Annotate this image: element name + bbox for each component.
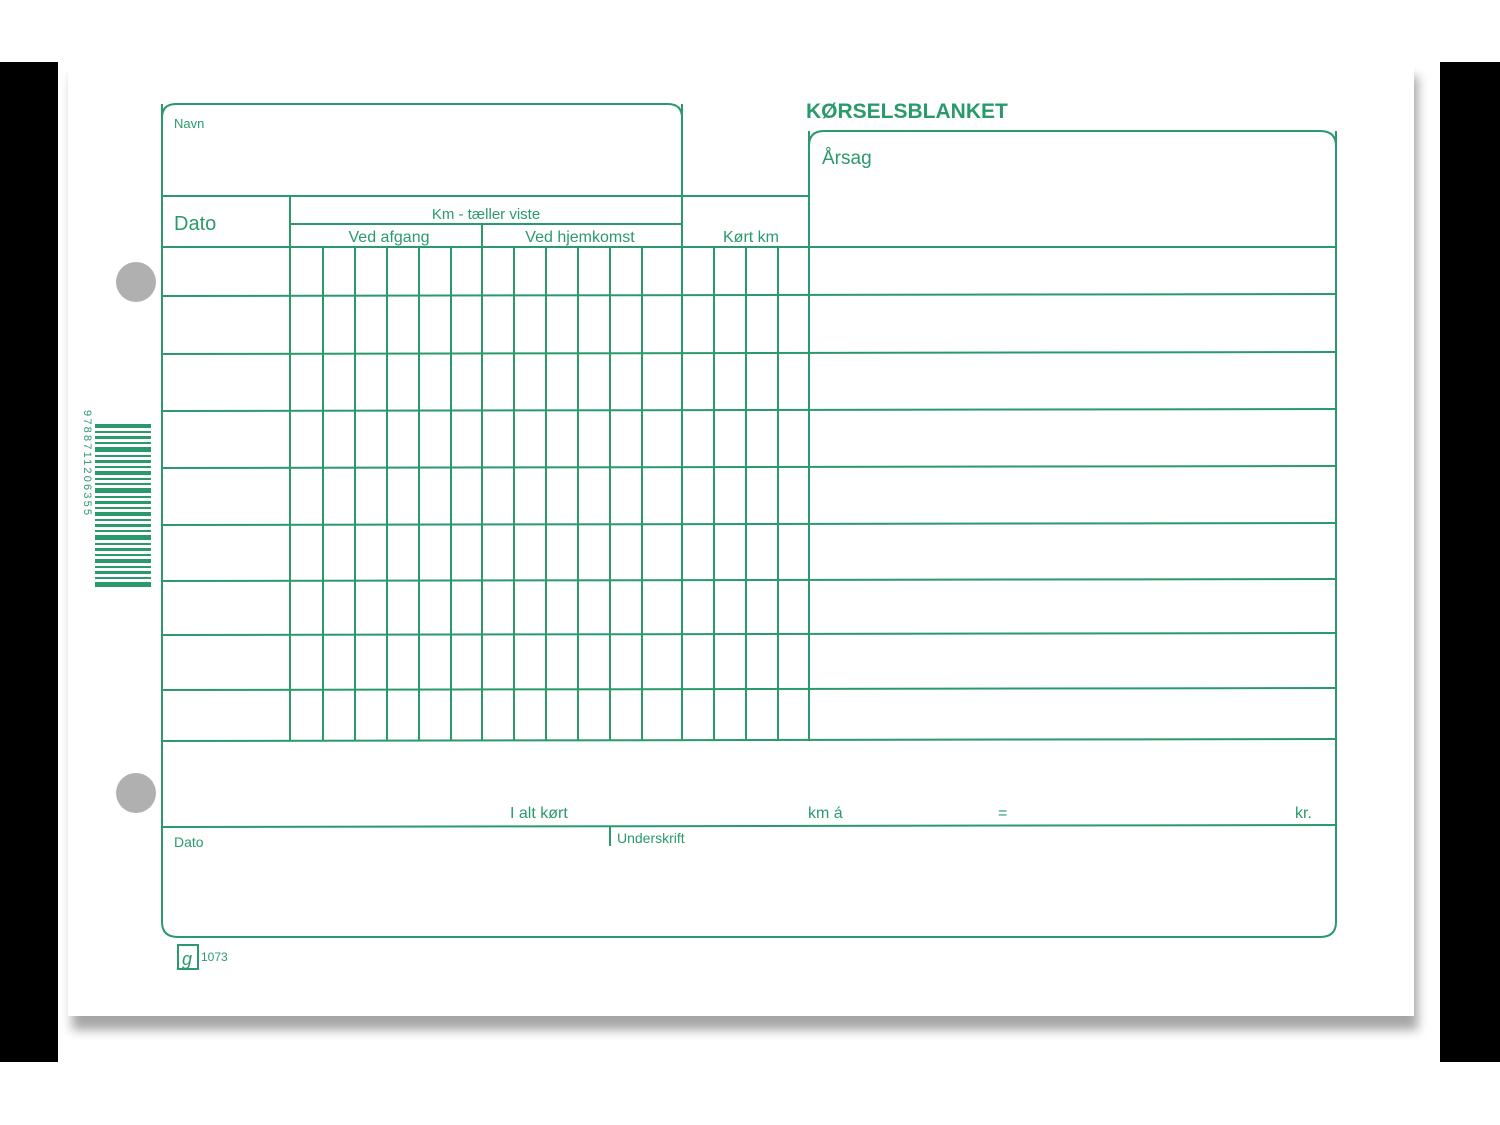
arsag-box — [809, 131, 1336, 246]
underskrift-label: Underskrift — [617, 830, 685, 846]
navn-box — [162, 104, 682, 196]
digit-cell-lines — [323, 247, 778, 741]
dato-header-label: Dato — [174, 213, 217, 235]
koert-km-label: Kørt km — [723, 229, 779, 246]
bottom-dato-label: Dato — [174, 834, 204, 850]
arsag-label: Årsag — [822, 148, 872, 169]
entry-row-lines — [162, 294, 1336, 741]
barcode — [95, 424, 151, 587]
form-number: 1073 — [201, 950, 228, 964]
navn-label: Navn — [174, 116, 205, 131]
ved-afgang-label: Ved afgang — [348, 229, 430, 246]
km-a-label: km á — [808, 805, 843, 822]
barcode-digits: 9788711206355 — [81, 410, 93, 518]
signature-box-bottom — [162, 922, 1336, 937]
form-title: KØRSELSBLANKET — [806, 100, 1008, 123]
publisher-logo-letter: g — [182, 949, 193, 969]
i-alt-koert-label: I alt kørt — [510, 805, 568, 822]
km-taeller-label: Km - tæller viste — [431, 206, 541, 223]
ved-hjemkomst-label: Ved hjemkomst — [525, 229, 635, 246]
equals-label: = — [998, 805, 1008, 822]
kr-label: kr. — [1295, 805, 1312, 822]
totals-bottom-line — [162, 825, 1336, 827]
